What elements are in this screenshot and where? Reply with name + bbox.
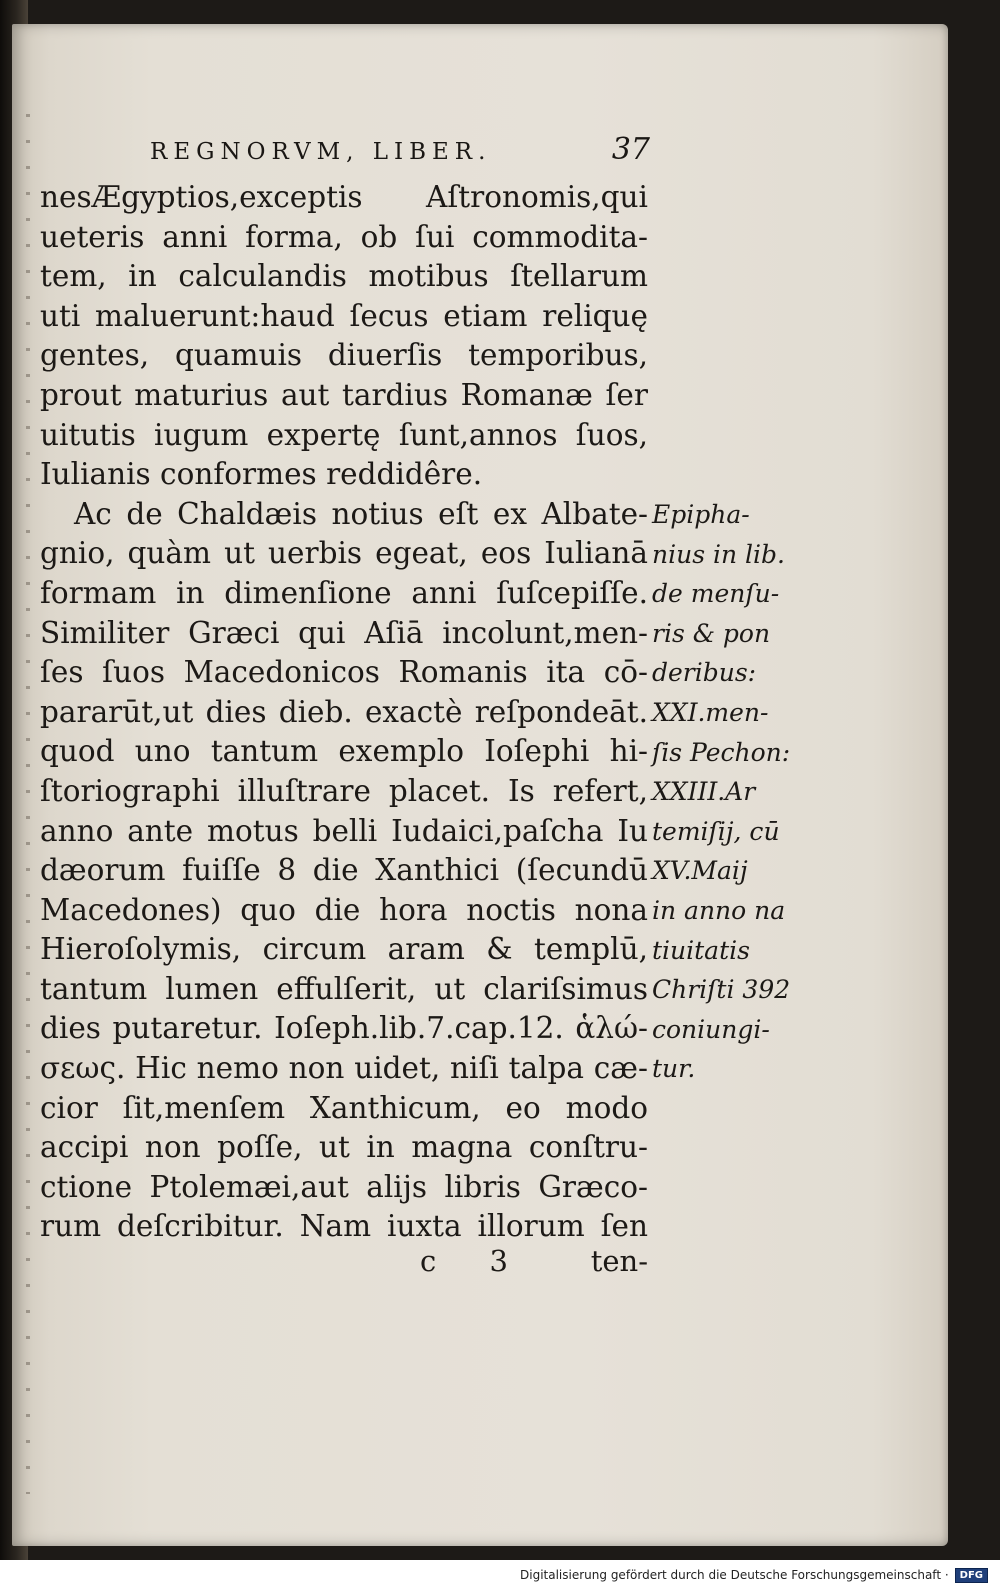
gutter-shadow [26, 114, 30, 1494]
digitization-credit [520, 1564, 988, 1586]
text-line: cior ſit,menſem Xanthicum, eo modo [40, 1090, 648, 1125]
text-line: Macedones) quo die hora noctis nona [40, 892, 648, 927]
text-line: prout maturius aut tardius Romanæ ſer [40, 377, 648, 412]
text-line: σεως. Hic nemo non uidet, niſi talpa cæ- [40, 1051, 648, 1086]
text-line: ueteris anni forma, ob ſui commodita- [40, 219, 648, 254]
text-line: uitutis iugum expertę ſunt,annos ſuos, [40, 417, 648, 452]
margin-line: in anno na [652, 895, 786, 925]
catchword: ten- [590, 1244, 648, 1278]
text-line: accipi non poſſe, ut in magna conſtru- [40, 1130, 648, 1165]
margin-line: ſis Pechon: [652, 737, 791, 767]
text-line: quod uno tantum exemplo Ioſephi hi- [40, 734, 648, 769]
main-text-block [40, 178, 648, 1247]
margin-line: XV.Maij [652, 856, 748, 886]
margin-line: nius in lib. [652, 539, 785, 569]
text-line: ſtoriographi illuſtrare placet. Is refert, [40, 773, 648, 808]
text-line: tem, in calculandis motibus ſtellarum [40, 259, 648, 294]
page-number: 37 [611, 132, 650, 167]
text-line: dies putaretur. Ioſeph.lib.7.cap.12. ἁλώ- [40, 1011, 648, 1046]
text-line: anno ante motus belli Iudaici,paſcha Iu [40, 813, 648, 848]
page-footer [40, 1244, 648, 1284]
text-line: uti maluerunt:haud ſecus etiam reliquę [40, 298, 648, 333]
margin-line: XXI.men- [652, 697, 769, 727]
credit-text: Digitalisierung gefördert durch die Deutsche Forschungsgemeinschaft · [520, 1568, 949, 1582]
margin-note [652, 495, 792, 1089]
margin-line: deribus: [652, 658, 757, 688]
text-line: ſes ſuos Macedonicos Romanis ita cō- [40, 655, 648, 690]
text-line: Similiter Græci qui Aſiā incolunt,men- [40, 615, 648, 650]
text-line: gnio, quàm ut uerbis egeat, eos Iulianā [40, 536, 648, 571]
text-line: nesÆgyptios,exceptis Aſtronomis,qui [40, 180, 648, 214]
margin-line: tiuitatis [652, 935, 750, 965]
running-title: REGNORVM, LIBER. [150, 139, 492, 165]
margin-line: ris & pon [652, 618, 771, 648]
page-header [150, 132, 650, 172]
margin-line: coniungi- [652, 1014, 770, 1044]
text-line: Ac de Chaldæis notius eſt ex Albate- [74, 496, 648, 531]
text-line: formam in dimenſione anni ſuſcepiſſe. [40, 575, 648, 610]
text-line: dæorum fuiſſe 8 die Xanthici (ſecundū [40, 853, 648, 888]
margin-line: temiſij, cū [652, 816, 780, 846]
dfg-logo-icon: DFG [955, 1568, 988, 1583]
text-line: gentes, quamuis diuerſis temporibus, [40, 338, 648, 373]
text-line: tantum lumen effulſerit, ut clariſsimus [40, 971, 648, 1006]
margin-line: XXIII.Ar [652, 777, 756, 807]
margin-line: Chriſti 392 [652, 975, 791, 1005]
text-line: rum deſcribitur. Nam iuxta illorum ſen [40, 1209, 648, 1244]
signature-mark: c 3 [420, 1244, 530, 1278]
text-line: Hieroſolymis, circum aram & templū, [40, 932, 648, 967]
margin-line: Epipha- [652, 500, 750, 529]
margin-line: tur. [652, 1054, 696, 1084]
text-line: ctione Ptolemæi,aut alijs libris Græco- [40, 1169, 648, 1204]
text-line: pararūt,ut dies dieb. exactè reſpondeāt. [40, 694, 648, 729]
margin-line: de menſu- [652, 579, 780, 609]
text-line: Iulianis conformes reddidêre. [40, 457, 483, 492]
